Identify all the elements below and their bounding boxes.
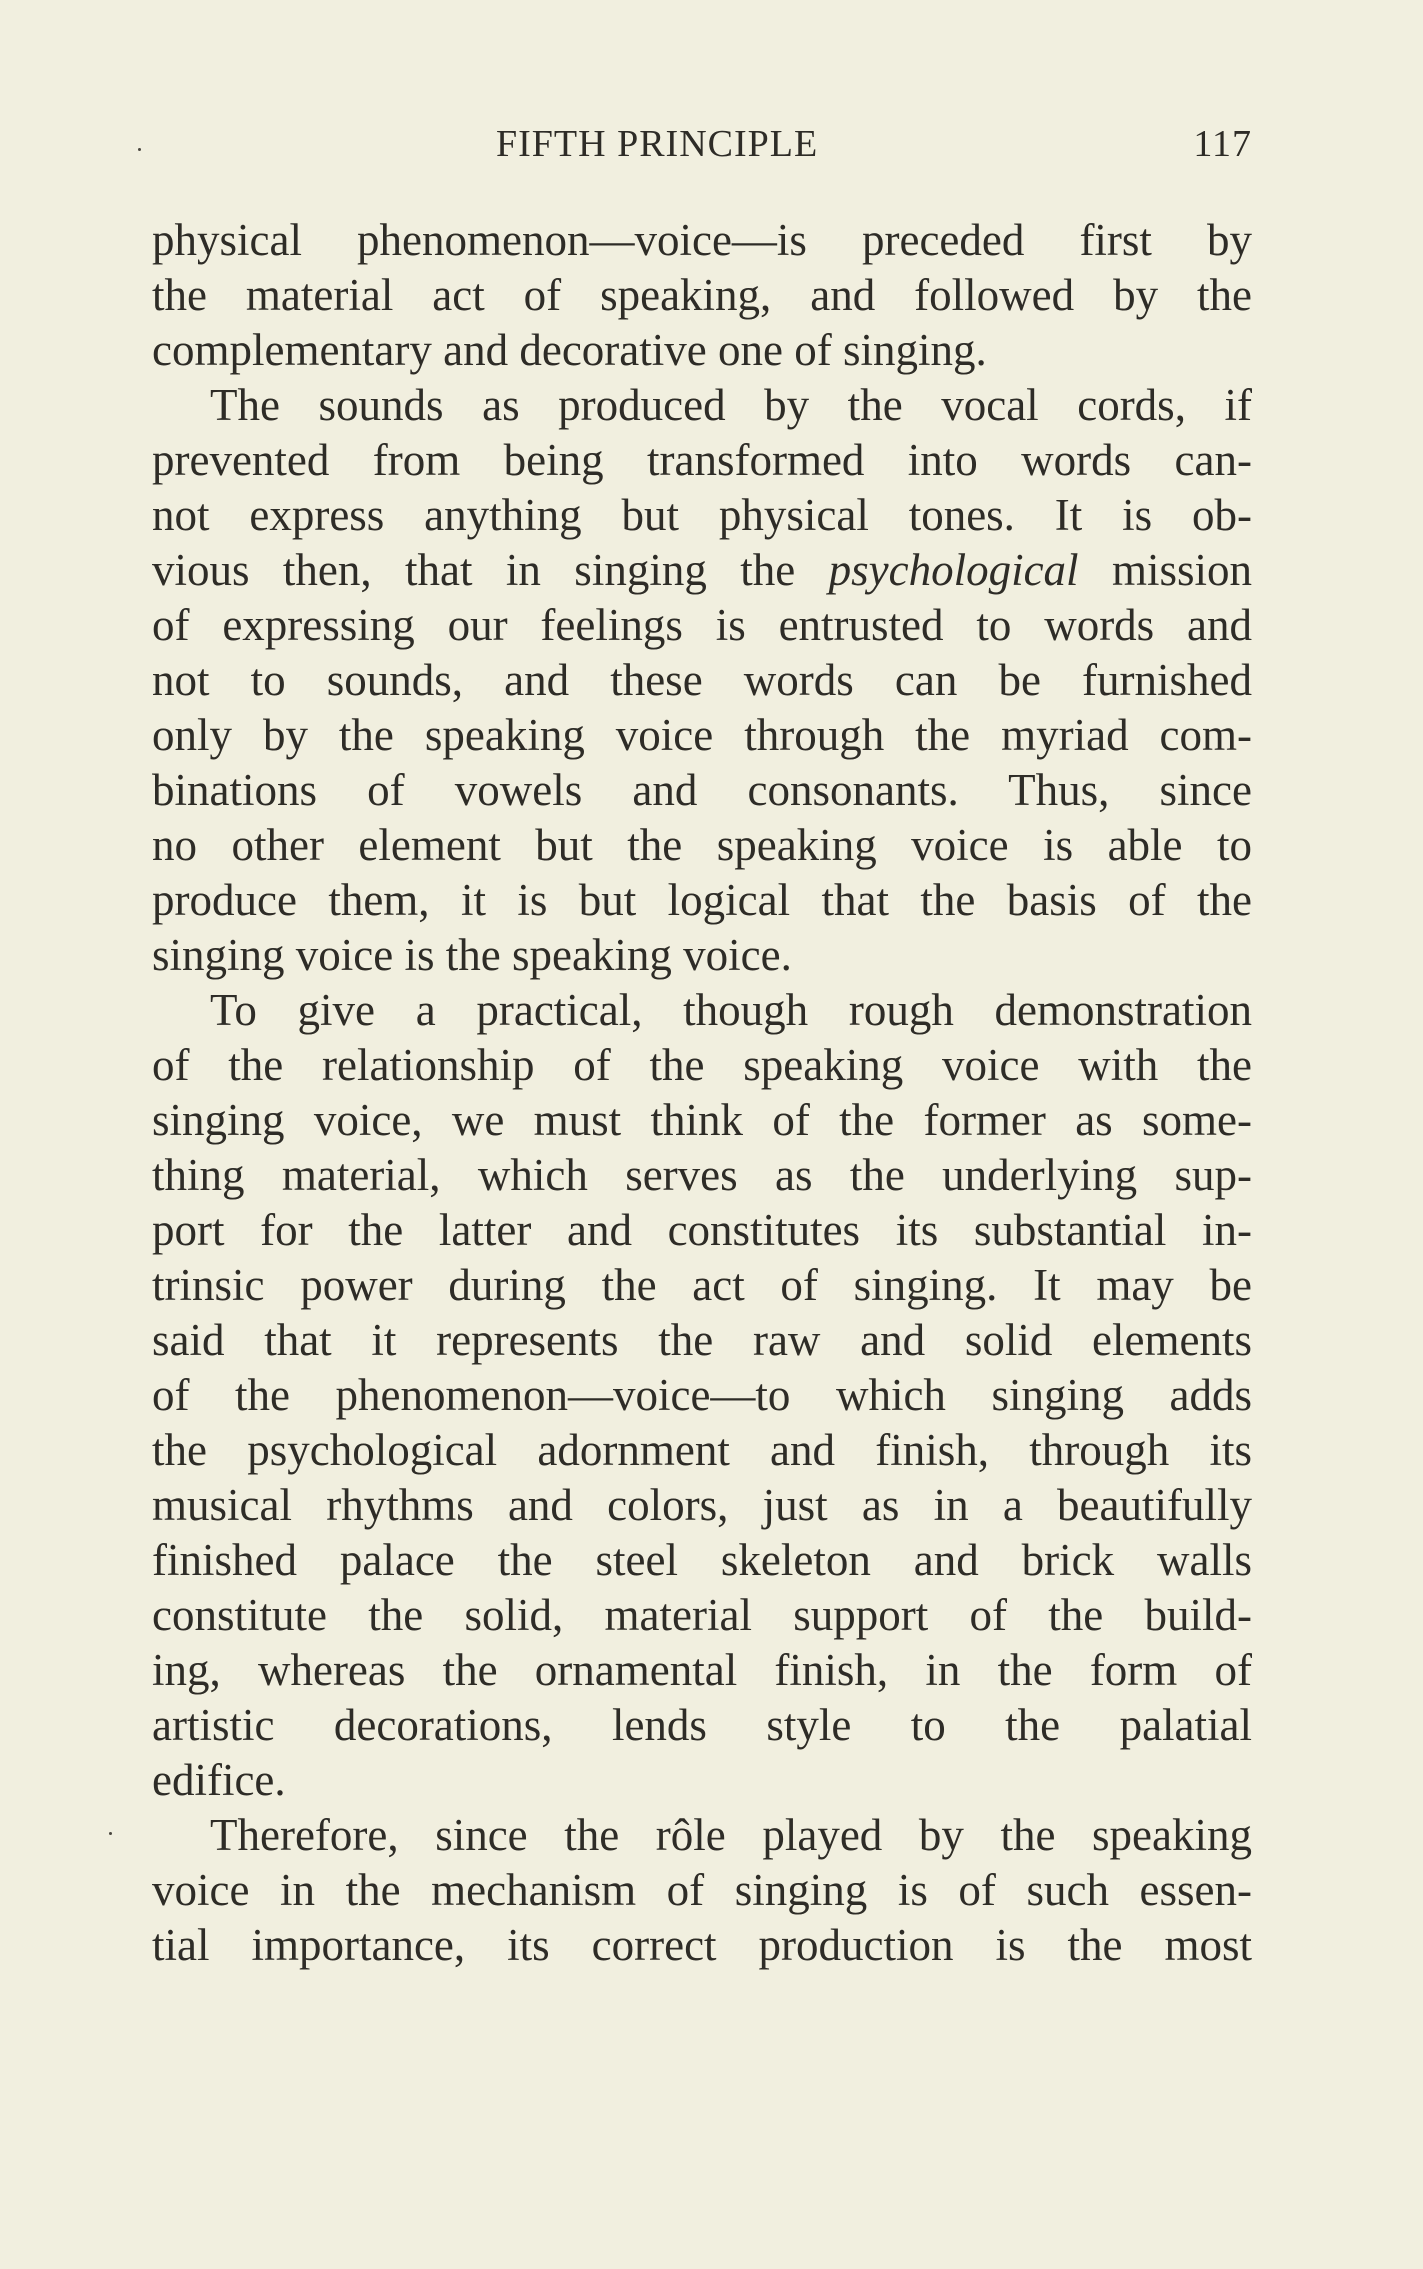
text-line: of the phenomenon—voice—to which singing adds <box>152 1370 1252 1420</box>
text-line: port for the latter and constitutes its substantial in- <box>152 1205 1252 1255</box>
text-line: complementary and decorative one of singing. <box>152 325 987 375</box>
page-number: 117 <box>1193 123 1252 165</box>
text-line: The sounds as produced by the vocal cords, if <box>210 380 1252 430</box>
text-line: no other element but the speaking voice is able to <box>152 820 1252 870</box>
text-line: physical phenomenon—voice—is preceded first by <box>152 215 1252 265</box>
text-line: only by the speaking voice through the myriad com- <box>152 710 1252 760</box>
text-line: voice in the mechanism of singing is of such essen- <box>152 1865 1252 1915</box>
text-line: finished palace the steel skeleton and brick walls <box>152 1535 1252 1585</box>
text-line: ing, whereas the ornamental finish, in the form of <box>152 1645 1252 1695</box>
scan-speck <box>109 1832 112 1835</box>
text-line: trinsic power during the act of singing. It may be <box>152 1260 1252 1310</box>
text-line: To give a practical, though rough demonstration <box>210 985 1252 1035</box>
running-title: FIFTH PRINCIPLE <box>496 123 819 165</box>
text-line: produce them, it is but logical that the basis of the <box>152 875 1252 925</box>
text-line: of the relationship of the speaking voice with the <box>152 1040 1252 1090</box>
text-line: not express anything but physical tones. It is ob- <box>152 490 1252 540</box>
text-line: thing material, which serves as the underlying sup- <box>152 1150 1252 1200</box>
text-line <box>152 543 1252 598</box>
text-line: musical rhythms and colors, just as in a beautifully <box>152 1480 1252 1530</box>
italic-word: psychological <box>828 545 1079 595</box>
text-line: Therefore, since the rôle played by the speaking <box>210 1810 1252 1860</box>
text-line: of expressing our feelings is entrusted to words and <box>152 600 1252 650</box>
text-line: singing voice is the speaking voice. <box>152 930 792 980</box>
text-line-start: vious then, that in singing the <box>152 545 829 595</box>
page-header <box>152 118 1252 170</box>
scan-speck <box>138 148 141 151</box>
text-line: binations of vowels and consonants. Thus, since <box>152 765 1252 815</box>
text-line: not to sounds, and these words can be furnished <box>152 655 1252 705</box>
body-text <box>152 213 1252 1973</box>
text-line-end: mission <box>1078 545 1252 595</box>
text-line: the psychological adornment and finish, through its <box>152 1425 1252 1475</box>
text-line: the material act of speaking, and followed by the <box>152 270 1252 320</box>
text-line: artistic decorations, lends style to the palatial <box>152 1700 1252 1750</box>
text-line: prevented from being transformed into words can- <box>152 435 1252 485</box>
text-line: constitute the solid, material support of the build- <box>152 1590 1252 1640</box>
text-line: singing voice, we must think of the former as some- <box>152 1095 1252 1145</box>
text-line: said that it represents the raw and solid elements <box>152 1315 1252 1365</box>
text-line: edifice. <box>152 1755 286 1805</box>
text-line: tial importance, its correct production is the most <box>152 1920 1252 1970</box>
